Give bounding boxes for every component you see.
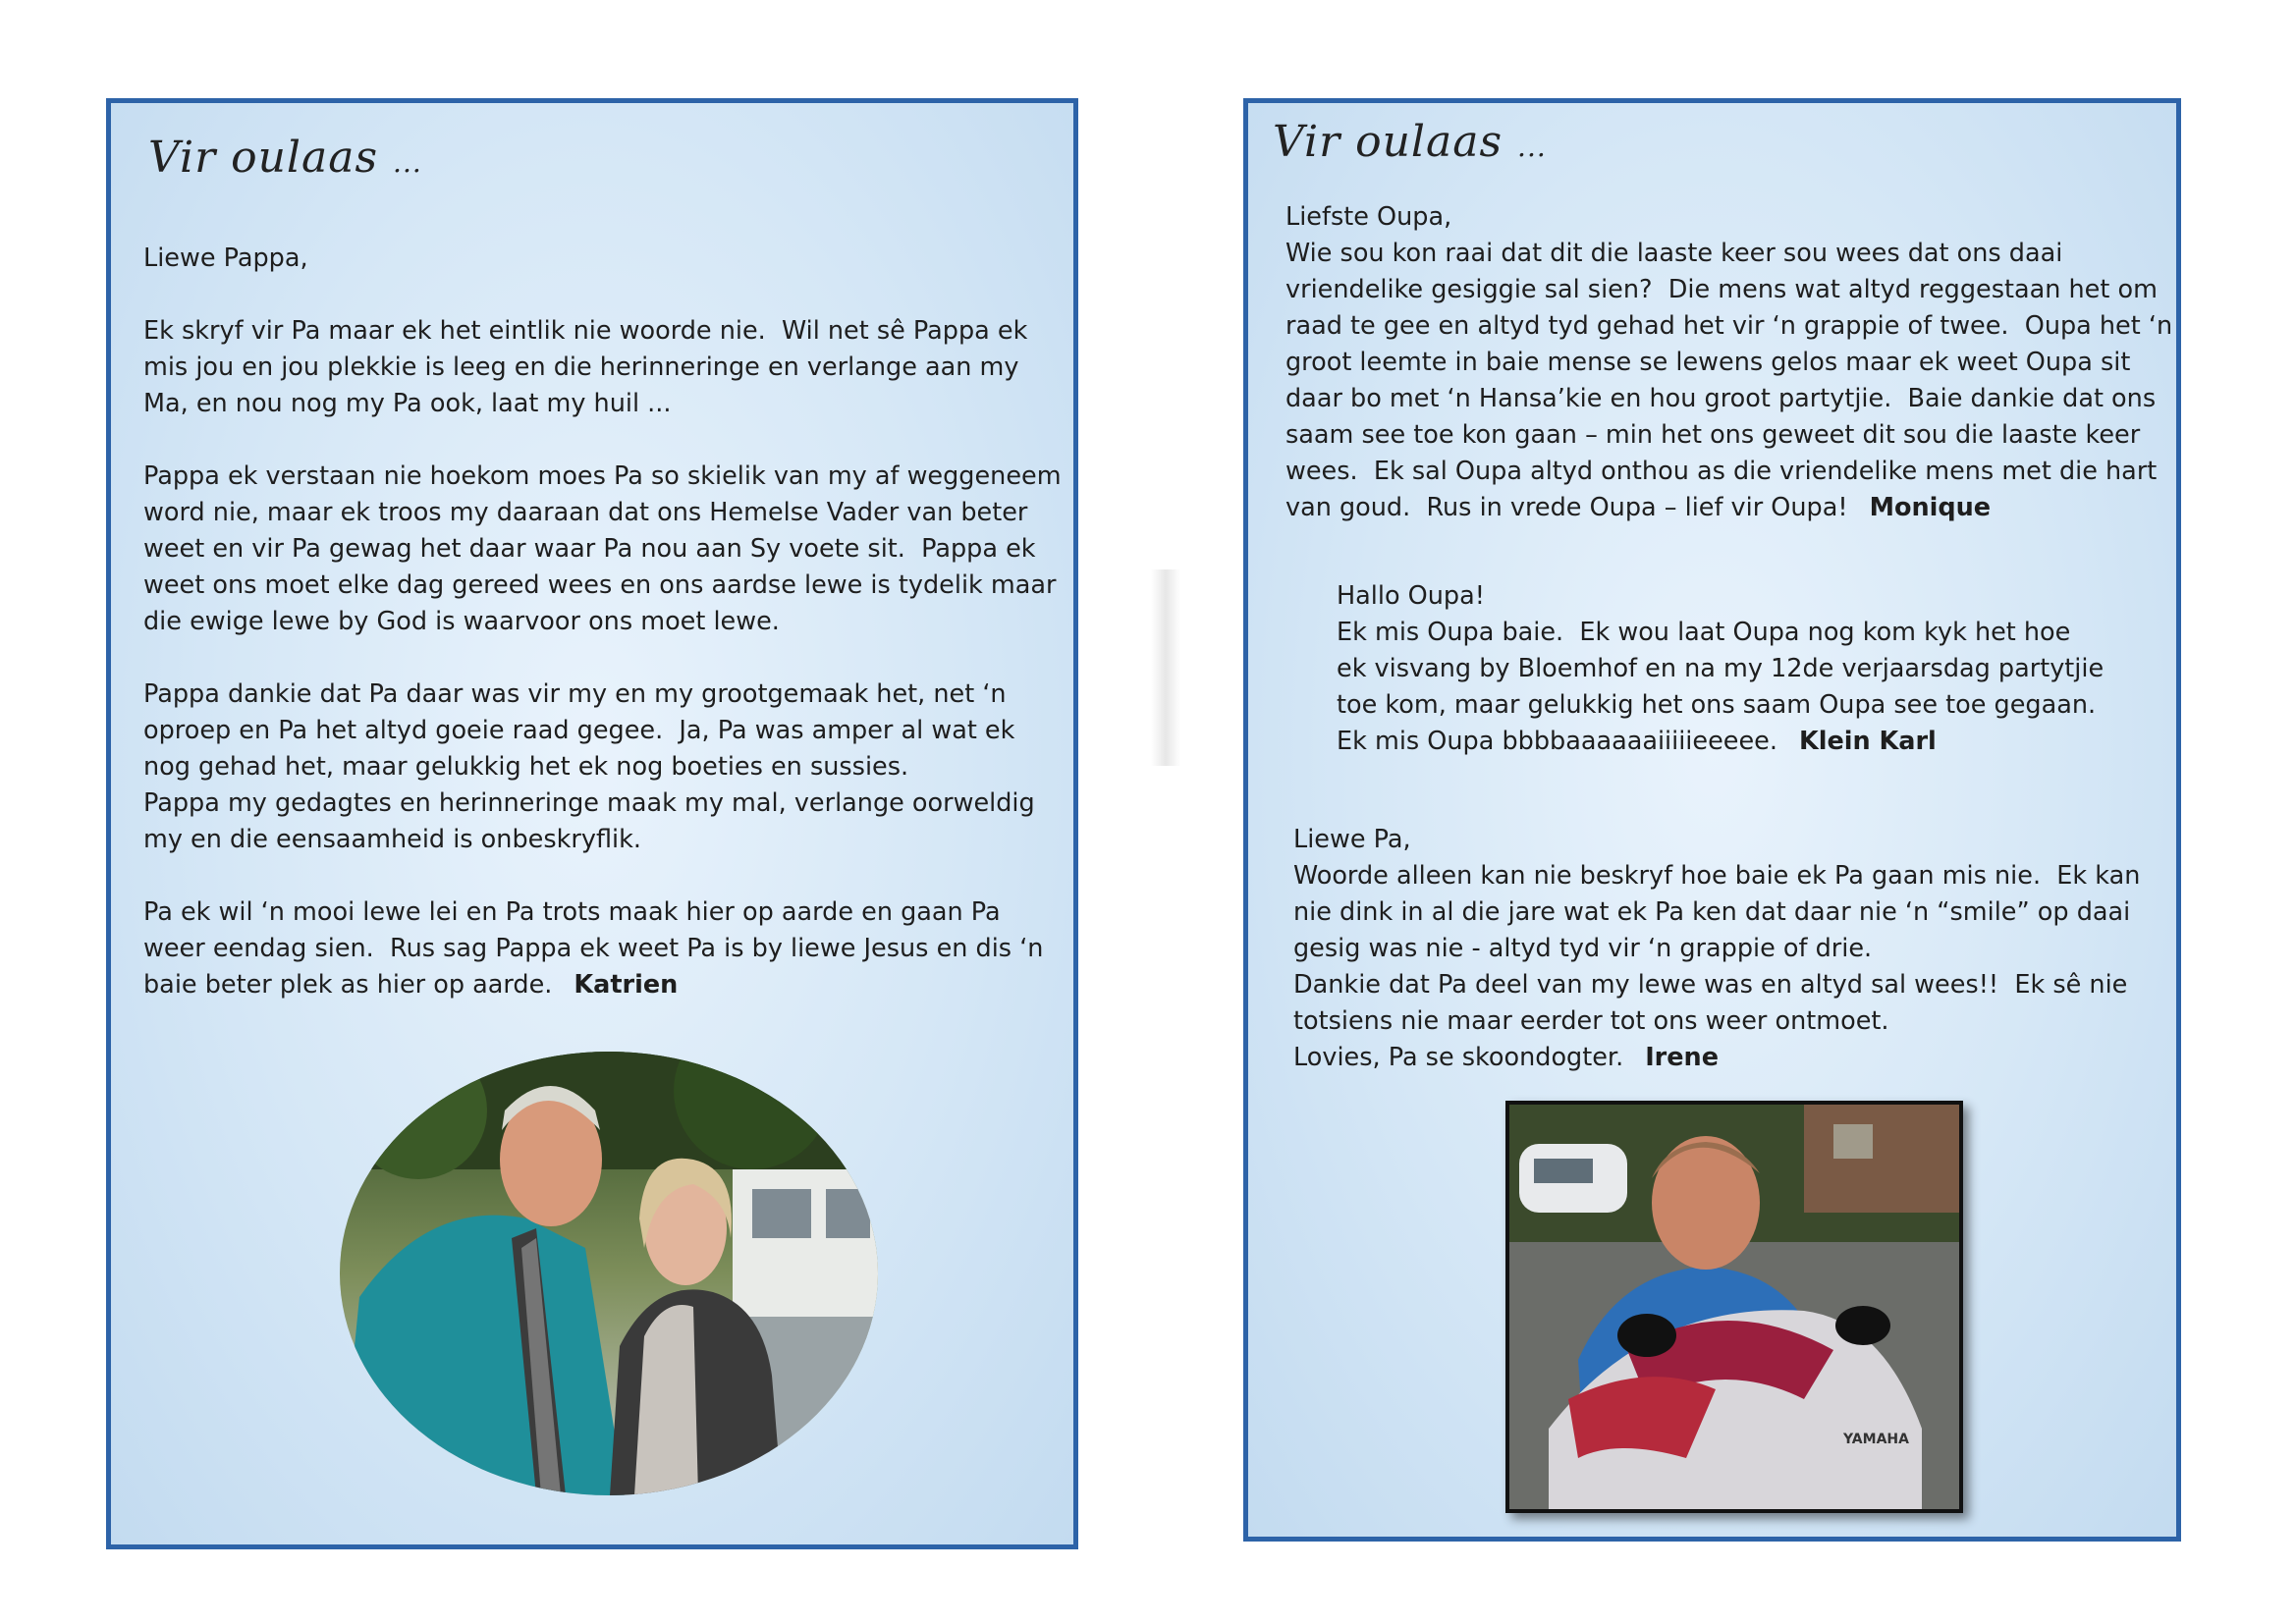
letter-line-text: Pappa ek verstaan nie hoekom moes Pa so skielik van my af weggeneem — [143, 461, 1062, 491]
letter-line-text: die ewige lewe by God is waarvoor ons moet lewe. — [143, 607, 780, 636]
letter-line — [1285, 272, 2172, 308]
letter-line — [143, 277, 1062, 313]
letter-line-text: van goud. Rus in vrede Oupa – lief vir Oupa! — [1285, 493, 1848, 522]
letter-line-text: nie dink in al die jare wat ek Pa ken dat daar nie ‘n “smile” op daai — [1293, 897, 2131, 927]
letter-line — [143, 677, 1062, 713]
letter-line-text: Pa ek wil ‘n mooi lewe lei en Pa trots maak hier op aarde en gaan Pa — [143, 897, 1001, 927]
oval-photo-father-daughter — [340, 1052, 878, 1495]
letter-line — [1285, 490, 2172, 526]
letter-line — [143, 350, 1062, 386]
left-letter-body — [143, 241, 1062, 1003]
letter-line-text: weet ons moet elke dag gereed wees en ons aardse lewe is tydelik maar — [143, 570, 1057, 600]
letter-line-text: totsiens nie maar eerder tot ons weer ontmoet. — [1293, 1006, 1889, 1036]
signature: Irene — [1645, 1043, 1719, 1072]
letter-line — [1337, 578, 2104, 615]
letter-line — [1285, 454, 2172, 490]
left-heading-text: Vir oulaas — [148, 133, 379, 183]
right-heading-text: Vir oulaas — [1273, 117, 1503, 167]
letter-line — [143, 531, 1062, 568]
letter-line-text: Liewe Pappa, — [143, 244, 308, 273]
right-heading-dots: ... — [1517, 131, 1547, 163]
letter-line-text: Ek mis Oupa baie. Ek wou laat Oupa nog kom kyk het hoe — [1337, 618, 2071, 647]
letter-irene — [1293, 822, 2140, 1076]
letter-line — [143, 822, 1062, 858]
letter-line-text: groot leemte in baie mense se lewens gelos maar ek weet Oupa sit — [1285, 348, 2131, 377]
letter-line — [1337, 724, 2104, 760]
letter-line-text: saam see toe kon gaan – min het ons geweet dit sou die laaste keer — [1285, 420, 2141, 450]
letter-line — [143, 713, 1062, 749]
letter-line-text: Hallo Oupa! — [1337, 581, 1485, 611]
letter-line-text: Wie sou kon raai dat dit die laaste keer sou wees dat ons daai — [1285, 239, 2063, 268]
letter-line — [1293, 931, 2140, 967]
left-page-panel — [106, 98, 1078, 1549]
letter-line — [1337, 651, 2104, 687]
letter-line — [143, 785, 1062, 822]
letter-line — [143, 604, 1062, 640]
letter-line — [143, 241, 1062, 277]
letter-line-text: Dankie dat Pa deel van my lewe was en altyd sal wees!! Ek sê nie — [1293, 970, 2128, 1000]
letter-line — [1293, 967, 2140, 1003]
letter-line-text: baie beter plek as hier op aarde. — [143, 970, 553, 1000]
letter-line — [143, 749, 1062, 785]
letter-line — [143, 931, 1062, 967]
letter-line — [1285, 381, 2172, 417]
letter-line-text: weet en vir Pa gewag het daar waar Pa nou aan Sy voete sit. Pappa ek — [143, 534, 1036, 564]
page-fold-crease — [1151, 569, 1180, 766]
letter-line-text: my en die eensaamheid is onbeskryflik. — [143, 825, 641, 854]
letter-line — [1285, 308, 2172, 345]
letter-line — [1293, 822, 2140, 858]
letter-line — [143, 386, 1062, 422]
letter-line — [143, 640, 1062, 677]
right-page-panel — [1243, 98, 2181, 1542]
yamaha-logo-text: YAMAHA — [1843, 1432, 1909, 1447]
letter-line-text: Liewe Pa, — [1293, 825, 1411, 854]
letter-line-text: Pappa dankie dat Pa daar was vir my en my grootgemaak het, net ‘n — [143, 679, 1007, 709]
letter-line — [1293, 1003, 2140, 1040]
letter-klein-karl — [1337, 578, 2104, 760]
letter-line-text: wees. Ek sal Oupa altyd onthou as die vriendelike mens met die hart — [1285, 457, 2158, 486]
letter-line-text — [143, 861, 151, 891]
letter-line-text: oproep en Pa het altyd goeie raad gegee. Ja, Pa was amper al wat ek — [143, 716, 1015, 745]
letter-line-text: mis jou en jou plekkie is leeg en die herinneringe en verlange aan my — [143, 352, 1019, 382]
letter-line — [143, 568, 1062, 604]
letter-line-text: nog gehad het, maar gelukkig het ek nog boeties en sussies. — [143, 752, 909, 782]
letter-line-text: Pappa my gedagtes en herinneringe maak my mal, verlange oorweldig — [143, 788, 1035, 818]
letter-line-text: daar bo met ‘n Hansa’kie en hou groot partytjie. Baie dankie dat ons — [1285, 384, 2157, 413]
letter-monique — [1285, 199, 2172, 526]
letter-line — [143, 422, 1062, 459]
signature: Klein Karl — [1798, 727, 1937, 756]
letter-line-text: gesig was nie - altyd tyd vir ‘n grappie of drie. — [1293, 934, 1873, 963]
letter-line-text — [143, 643, 151, 673]
letter-line — [143, 967, 1062, 1003]
signature: Katrien — [574, 970, 679, 1000]
right-page-heading — [1273, 117, 1547, 167]
letter-line — [1285, 199, 2172, 236]
letter-line — [143, 894, 1062, 931]
letter-line-text — [143, 425, 151, 455]
letter-line-text: Ek skryf vir Pa maar ek het eintlik nie woorde nie. Wil net sê Pappa ek — [143, 316, 1028, 346]
letter-line — [1285, 236, 2172, 272]
letter-line — [143, 459, 1062, 495]
letter-line — [143, 313, 1062, 350]
letter-line — [1293, 1040, 2140, 1076]
letter-line — [1293, 858, 2140, 894]
letter-line-text: weer eendag sien. Rus sag Pappa ek weet Pa is by liewe Jesus en dis ‘n — [143, 934, 1044, 963]
letter-line-text: Woorde alleen kan nie beskryf hoe baie ek Pa gaan mis nie. Ek kan — [1293, 861, 2141, 891]
letter-line-text — [143, 280, 151, 309]
signature: Monique — [1869, 493, 1992, 522]
letter-line-text: Ma, en nou nog my Pa ook, laat my huil ... — [143, 389, 672, 418]
letter-line — [143, 858, 1062, 894]
letter-line-text: raad te gee en altyd tyd gehad het vir ‘n grappie of twee. Oupa het ‘n — [1285, 311, 2173, 341]
letter-line-text: toe kom, maar gelukkig het ons saam Oupa see toe gegaan. — [1337, 690, 2097, 720]
left-heading-dots: ... — [393, 146, 422, 179]
left-page-heading — [148, 133, 422, 183]
letter-line — [1337, 615, 2104, 651]
letter-line — [1293, 894, 2140, 931]
letter-line — [1285, 417, 2172, 454]
letter-line-text: Ek mis Oupa bbbbaaaaaaiiiiieeeee. — [1337, 727, 1777, 756]
letter-line-text: Lovies, Pa se skoondogter. — [1293, 1043, 1624, 1072]
letter-line-text: word nie, maar ek troos my daaraan dat ons Hemelse Vader van beter — [143, 498, 1028, 527]
photo-man-on-motorcycle — [1505, 1101, 1963, 1513]
letter-line-text: Liefste Oupa, — [1285, 202, 1452, 232]
letter-line-text: ek visvang by Bloemhof en na my 12de verjaarsdag partytjie — [1337, 654, 2105, 683]
letter-line — [1285, 345, 2172, 381]
letter-line — [1337, 687, 2104, 724]
letter-line — [143, 495, 1062, 531]
letter-line-text: vriendelike gesiggie sal sien? Die mens wat altyd reggestaan het om — [1285, 275, 2158, 304]
